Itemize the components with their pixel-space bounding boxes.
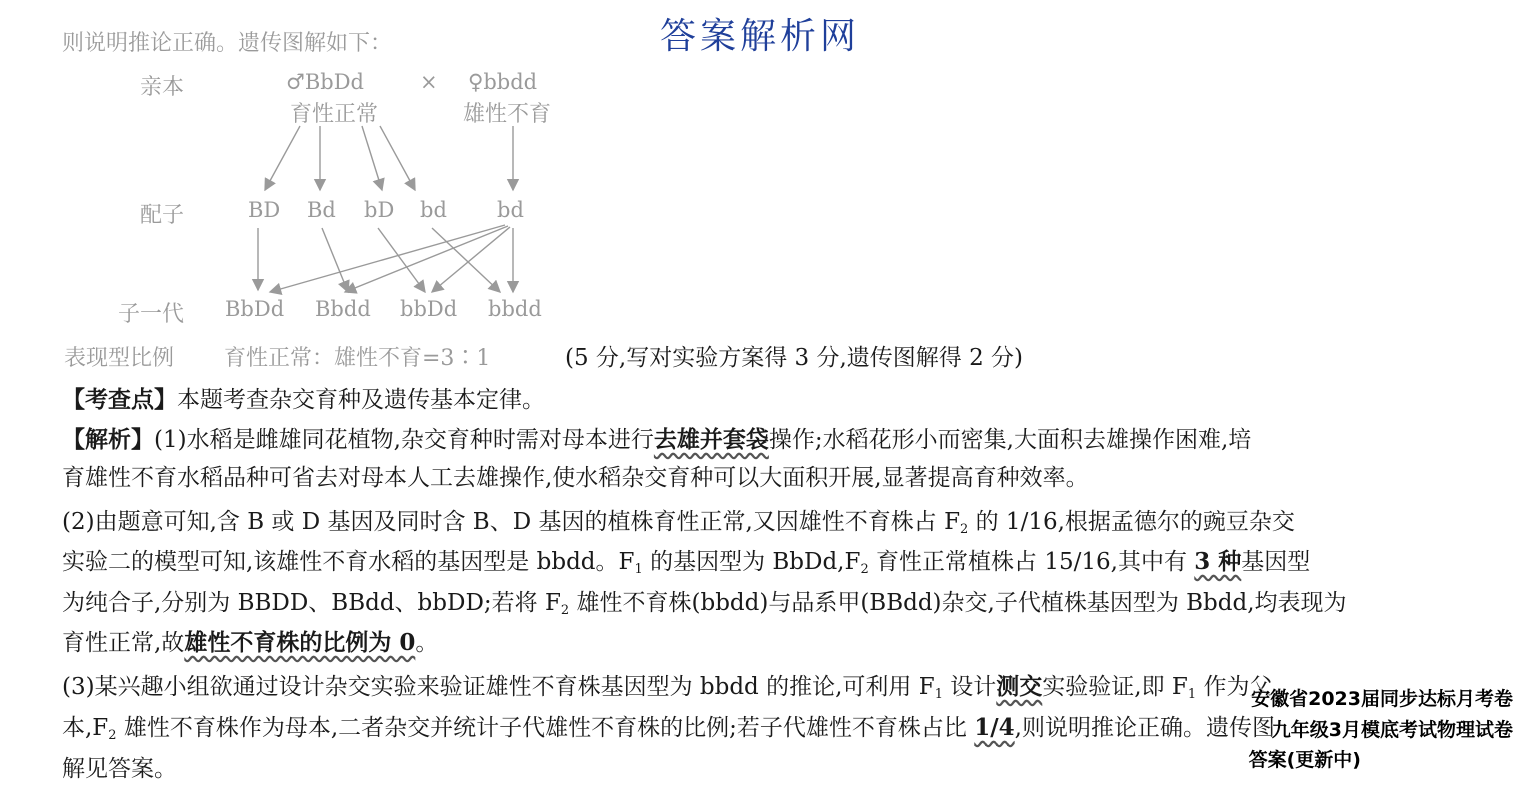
jiexi-line-1 (62, 421, 1251, 454)
text-span: 雄性不育株作为母本,二者杂交并统计子代雄性不育株的比例;若子代雄性不育株占比 (116, 715, 975, 741)
label-ratio: 表现型比例 (64, 346, 175, 371)
p3-line-1 (62, 668, 1272, 702)
female-parent-phenotype: 雄性不育 (463, 102, 552, 127)
label-parents: 亲本 (140, 75, 185, 100)
arrow-gamete-to-offspring (432, 228, 500, 292)
text-span: ,则说明推论正确。遗传图 (1014, 715, 1275, 741)
kaochadian-text: 本题考查杂交育种及遗传基本定律。 (177, 387, 545, 413)
text-span: 育性正常植株占 15/16,其中有 (868, 549, 1195, 575)
arrow-gamete-to-offspring (378, 228, 425, 292)
watermark-title: 答案解析网 (660, 16, 861, 57)
gamete: bd (420, 198, 447, 222)
text-span: 为纯合子,分别为 BBDD、BBdd、bbDD;若将 F (62, 590, 561, 616)
offspring-genotype: bbDd (400, 297, 458, 321)
text-span: 操作;水稻花形小而密集,大面积去雄操作困难,培 (768, 427, 1252, 453)
offspring-genotype: bbdd (488, 297, 542, 321)
gamete: Bd (307, 198, 336, 222)
text-span: 。 (415, 630, 439, 656)
arrow-gamete-to-offspring (432, 227, 510, 292)
banner-line-3: 答案(更新中) (1248, 749, 1361, 771)
p2-line-3 (62, 584, 1347, 618)
subscript: 2 (560, 603, 570, 618)
gamete: bd (497, 198, 524, 222)
text-span: 本,F (62, 715, 109, 741)
text-span: 的 1/16,根据孟德尔的豌豆杂交 (968, 509, 1295, 535)
emphasis-text: 雄性不育株的比例为 0 (184, 629, 416, 656)
gamete: bD (364, 198, 395, 222)
arrow-to-gamete-bd1 (265, 126, 300, 190)
p3-line-3: 解见答案。 (62, 756, 177, 782)
p2-line-1 (62, 503, 1295, 537)
arrow-gamete-to-offspring (345, 226, 508, 292)
arrow-to-gamete-bd3 (362, 126, 382, 190)
kaochadian-tag: 【考查点】 (62, 386, 177, 413)
arrow-gamete-to-offspring (322, 228, 348, 292)
kaochadian-line (62, 381, 545, 414)
subscript: 2 (960, 522, 969, 537)
text-span: (3)某兴趣小组欲通过设计杂交实验来验证雄性不育株基因型为 bbdd 的推论,可利用 F (62, 674, 935, 700)
text-span: 实验二的模型可知,该雄性不育水稻的基因型是 bbdd。F (62, 549, 635, 575)
text-span: 雄性不育株(bbdd)与品系甲(BBdd)杂交,子代植株基因型为 Bbdd,均表现为 (569, 590, 1347, 616)
emphasis-text: 3 种 (1194, 548, 1242, 575)
text-span: (1)水稻是雌雄同花植物,杂交育种时需对母本进行 (154, 427, 654, 453)
p3-line-2 (62, 709, 1275, 743)
female-parent-genotype: ♀bbdd (468, 70, 538, 94)
subscript: 1 (1187, 687, 1197, 702)
p2-line-4 (62, 624, 438, 657)
jiexi-line-2: 育雄性不育水稻品种可省去对母本人工去雄操作,使水稻杂交育种可以大面积开展,显著提高育种效率。 (62, 465, 1089, 491)
arrow-gamete-to-offspring (270, 225, 505, 292)
subscript: 1 (934, 687, 943, 702)
subscript: 2 (860, 562, 869, 577)
male-parent-genotype: ♂BbDd (286, 70, 364, 94)
arrow-to-gamete-bd4 (380, 126, 415, 190)
text-span: 设计 (942, 674, 997, 700)
offspring-genotype: BbDd (225, 297, 285, 321)
subscript: 1 (634, 562, 643, 577)
label-offspring: 子一代 (118, 302, 185, 327)
text-span: 的基因型为 BbDd,F (642, 549, 861, 575)
label-gametes: 配子 (140, 203, 185, 228)
emphasis-text: 去雄并套袋 (653, 426, 769, 453)
banner-line-1: 安徽省2023届同步达标月考卷 (1251, 688, 1513, 710)
text-span: 作为父 (1196, 674, 1273, 700)
jiexi-tag: 【解析】 (62, 426, 154, 453)
phenotype-ratio: 育性正常：雄性不育=3∶1 (224, 346, 491, 371)
banner-line-2: 九年级3月模底考试物理试卷 (1271, 719, 1513, 741)
text-span: 实验验证,即 F (1042, 674, 1188, 700)
text-span: 基因型 (1241, 549, 1311, 575)
score-note: (5 分,写对实验方案得 3 分,遗传图解得 2 分) (565, 345, 1024, 371)
emphasis-text: 1/4 (974, 714, 1015, 741)
offspring-genotype: Bbdd (315, 297, 371, 321)
subscript: 2 (108, 728, 117, 743)
intro-text: 则说明推论正确。遗传图解如下： (62, 31, 393, 56)
emphasis-text: 测交 (996, 673, 1043, 700)
male-parent-phenotype: 育性正常 (290, 102, 379, 127)
p2-line-2 (62, 543, 1310, 577)
cross-symbol: × (420, 70, 438, 94)
text-span: 育性正常,故 (62, 630, 185, 656)
gamete: BD (248, 198, 281, 222)
text-span: (2)由题意可知,含 B 或 D 基因及同时含 B、D 基因的植株育性正常,又因雄性不育株占 F (62, 509, 961, 535)
